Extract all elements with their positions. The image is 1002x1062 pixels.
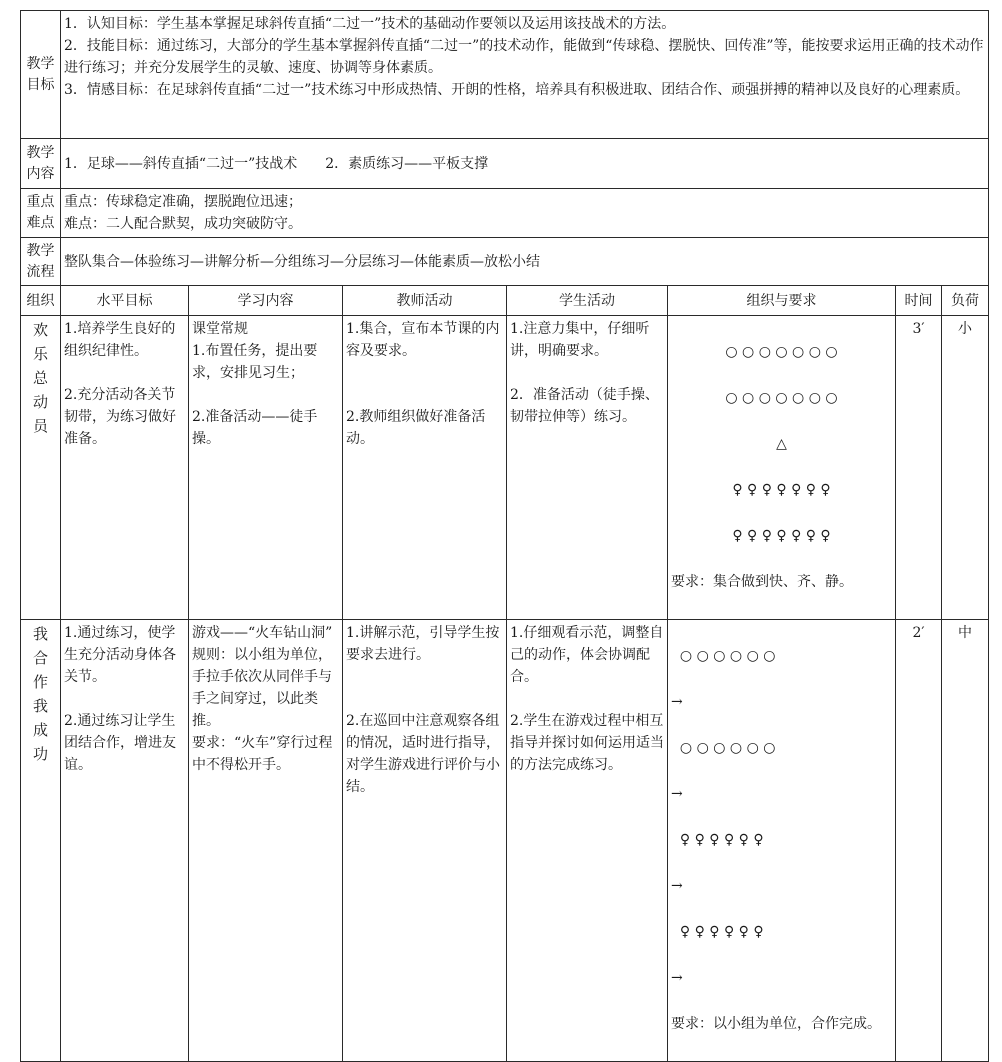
time-cell: 2′ xyxy=(896,620,942,1062)
content-label: 教学 内容 xyxy=(21,139,61,189)
formation-line: ♀ ♀ ♀ ♀ ♀ ♀ ♀ xyxy=(732,528,831,544)
level-goal-cell: 1.培养学生良好的组织纪律性。 2.充分活动各关节韧带，为练习做好准备。 xyxy=(61,316,189,620)
objectives-text: 1．认知目标：学生基本掌握足球斜传直插“二过一”技术的基础动作要领以及运用该技战术的方法。 2．技能目标：通过练习，大部分的学生基本掌握斜传直插“二过一”的技术动作，能做到“传球稳、摆脱快、回传准”等，能按要求运用正确的技术动作进行练习；并充分发展学生的灵敏、速度、协调等身体素质。 3．情感目标：在足球斜传直插“二过一”技术练习中形成热情、开朗的性格，培养具有积极进取、团结合作、顽强拼搏的精神以及良好的心理素质。 xyxy=(61,11,989,139)
student-activity-cell: 1.仔细观看示范，调整自己的动作，体会协调配合。 2.学生在游戏过程中相互指导并探讨如何运用适当的方法完成练习。 xyxy=(507,620,668,1062)
activity-row xyxy=(21,316,989,620)
keypoints-label: 重点 难点 xyxy=(21,189,61,238)
load-cell: 小 xyxy=(942,316,989,620)
arrow-marker: → xyxy=(671,878,683,894)
flow-label: 教学 流程 xyxy=(21,238,61,286)
arrow-marker: → xyxy=(671,694,683,710)
formation-line: ○ ○ ○ ○ ○ ○ xyxy=(671,740,776,756)
formation-line: ♀ ♀ ♀ ♀ ♀ ♀ xyxy=(671,832,764,848)
load-cell: 中 xyxy=(942,620,989,1062)
objectives-label: 教学 目标 xyxy=(21,11,61,139)
section-title: 我合作我成功 xyxy=(21,620,61,1062)
header-load: 负荷 xyxy=(942,286,989,316)
keypoints-text: 重点：传球稳定准确，摆脱跑位迅速； 难点：二人配合默契，成功突破防守。 xyxy=(61,189,989,238)
header-organization: 组织 xyxy=(21,286,61,316)
header-time: 时间 xyxy=(896,286,942,316)
flow-text: 整队集合—体验练习—讲解分析—分组练习—分层练习—体能素质—放松小结 xyxy=(61,238,989,286)
formation-requirement: 要求：集合做到快、齐、静。 xyxy=(671,574,853,590)
teacher-activity-cell: 1.讲解示范，引导学生按要求去进行。 2.在巡回中注意观察各组的情况，适时进行指导，对学生游戏进行评价与小结。 xyxy=(343,620,507,1062)
header-teacher-activity: 教师活动 xyxy=(343,286,507,316)
header-level-goal: 水平目标 xyxy=(61,286,189,316)
formation-line: ○ ○ ○ ○ ○ ○ xyxy=(671,648,776,664)
formation-line: ♀ ♀ ♀ ♀ ♀ ♀ ♀ xyxy=(732,482,831,498)
header-learning-content: 学习内容 xyxy=(189,286,343,316)
objectives-row xyxy=(21,11,989,139)
teacher-position-marker: △ xyxy=(776,436,787,452)
formation-requirement: 要求：以小组为单位，合作完成。 xyxy=(671,1016,881,1032)
level-goal-cell: 1.通过练习，使学生充分活动身体各关节。 2.通过练习让学生团结合作，增进友谊。 xyxy=(61,620,189,1062)
formation-line: ○ ○ ○ ○ ○ ○ ○ xyxy=(725,344,838,360)
formation-cell xyxy=(668,620,896,1062)
column-header-row xyxy=(21,286,989,316)
header-student-activity: 学生活动 xyxy=(507,286,668,316)
arrow-marker: → xyxy=(671,970,683,986)
learning-content-cell: 课堂常规 1.布置任务，提出要求，安排见习生； 2.准备活动——徒手操。 xyxy=(189,316,343,620)
section-title: 欢乐总动员 xyxy=(21,316,61,620)
student-activity-cell: 1.注意力集中，仔细听讲，明确要求。 2．准备活动（徒手操、韧带拉伸等）练习。 xyxy=(507,316,668,620)
flow-row xyxy=(21,238,989,286)
header-formation: 组织与要求 xyxy=(668,286,896,316)
content-row xyxy=(21,139,989,189)
formation-line: ♀ ♀ ♀ ♀ ♀ ♀ xyxy=(671,924,764,940)
activity-row xyxy=(21,620,989,1062)
teacher-activity-cell: 1.集合，宣布本节课的内容及要求。 2.教师组织做好准备活动。 xyxy=(343,316,507,620)
time-cell: 3′ xyxy=(896,316,942,620)
learning-content-cell: 游戏——“火车钻山洞” 规则：以小组为单位，手拉手依次从同伴手与手之间穿过，以此类推。 要求：“火车”穿行过程中不得松开手。 xyxy=(189,620,343,1062)
arrow-marker: → xyxy=(671,786,683,802)
formation-cell xyxy=(668,316,896,620)
formation-line: ○ ○ ○ ○ ○ ○ ○ xyxy=(725,390,838,406)
lesson-plan-table xyxy=(20,10,989,1062)
keypoints-row xyxy=(21,189,989,238)
content-text: 1．足球——斜传直插“二过一”技战术 2．素质练习——平板支撑 xyxy=(61,139,989,189)
